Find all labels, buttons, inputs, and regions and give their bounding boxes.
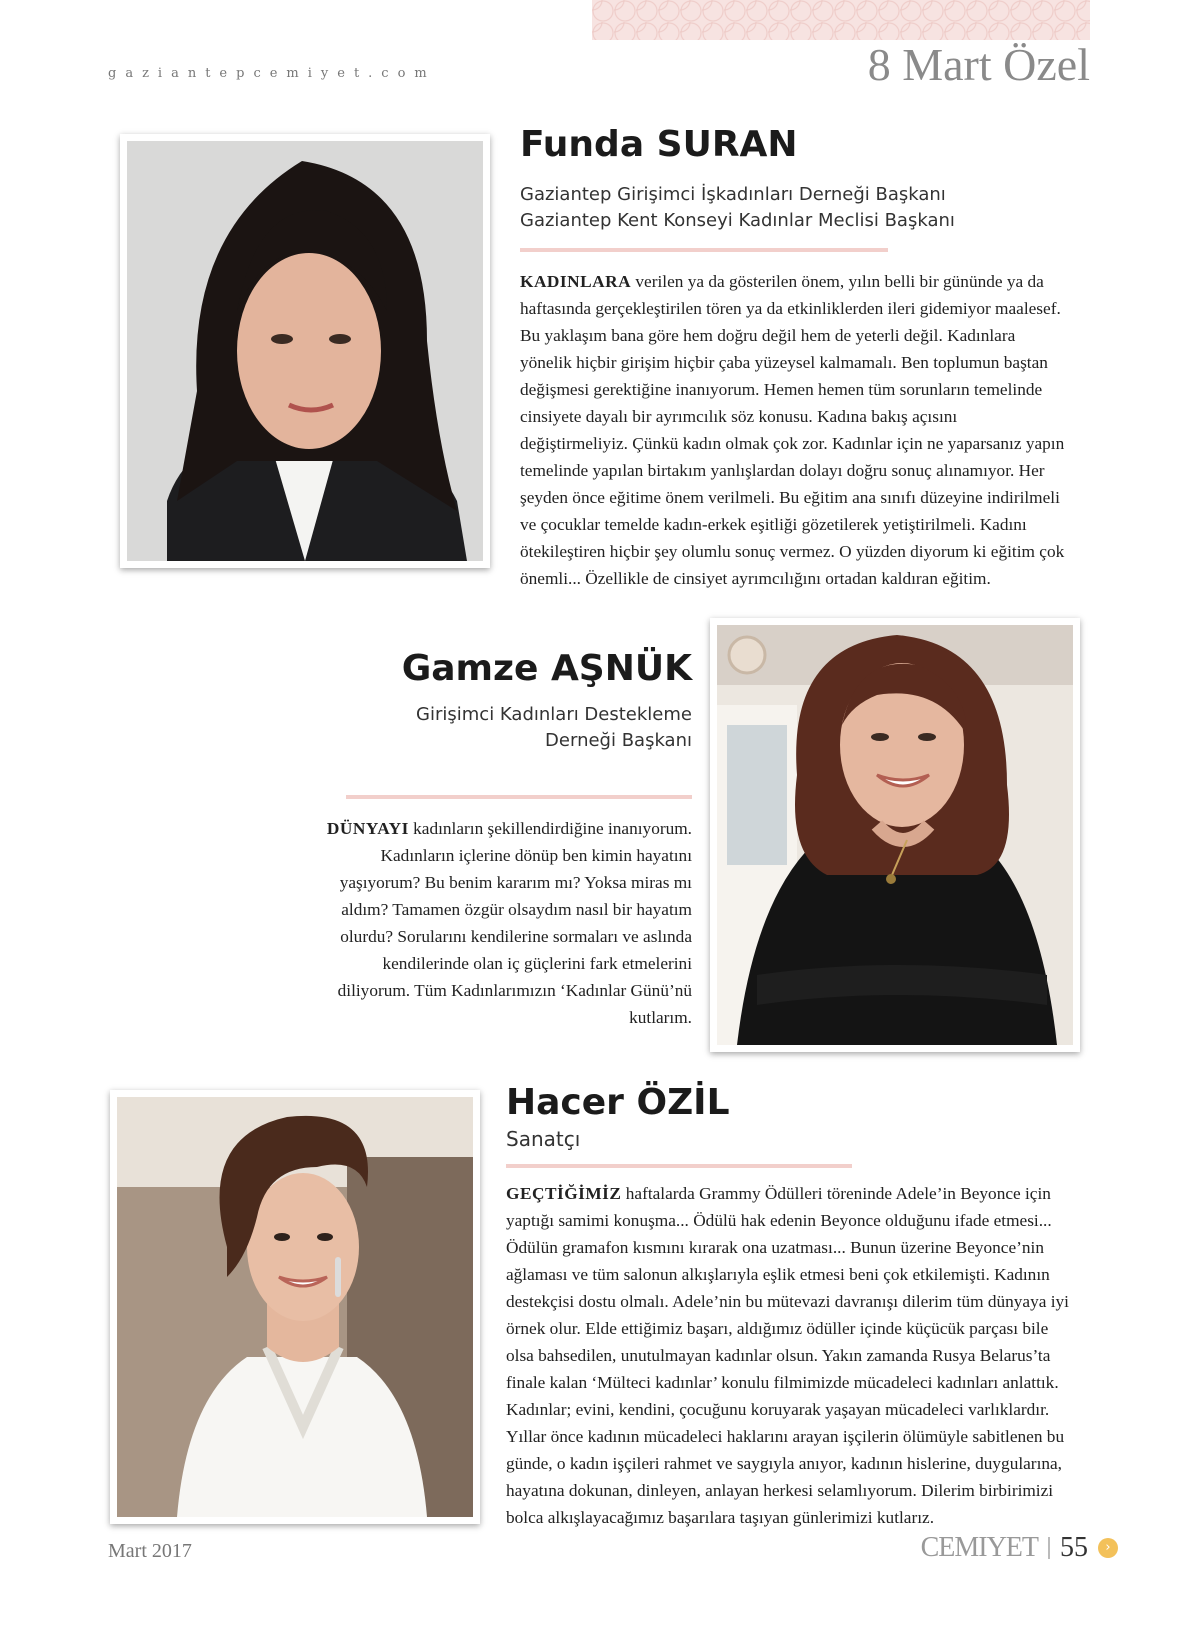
next-page-arrow-icon[interactable]: › [1098, 1538, 1118, 1558]
portrait-gamze-asnuk-image [717, 625, 1073, 1045]
portrait-hacer-ozil-image [117, 1097, 473, 1517]
profile-statement [312, 815, 692, 1031]
lead-word: DÜNYAYI [326, 819, 409, 838]
magazine-brand: CEMIYET [920, 1532, 1038, 1563]
profile-name: Funda SURAN [520, 124, 798, 165]
profile-role-line: Sanatçı [506, 1127, 581, 1151]
portrait-photo-gamze-asnuk [710, 618, 1080, 1052]
section-title: 8 Mart Özel [867, 39, 1090, 90]
profile-role-line: Girişimci Kadınları Destekleme [416, 704, 692, 725]
profile-role [506, 1126, 580, 1152]
statement-text: verilen ya da gösterilen önem, yılın belli bir gününde ya da haftasında gerçekleştirilen tören ya da etkinliklerden ileri gidemiyor maalesef. Bu yaklaşım bana göre hem doğru değil hem de yeterli değil. Kadınlara yönelik hiçbir girişim hiçbir çaba yüzeysel kalmamalı. Ben toplumun baştan değişmesi gerektiğine inanıyorum. Hemen hemen tüm sorunların temelinde cinsiyete dayalı bir ayrımcılık söz konusu. Kadına bakış açısını değiştirmeliyiz. Çünkü kadın olmak çok zor. Kadınlar için ne yaparsanız yapın temelinde yapılan birtakım yanlışlardan dolayı doğru sonuç alınamıyor. Her şeyden önce eğitime önem verilmeli. Bu eğitim ana sınıfı düzeyine indirilmeli ve çocuklar temelde kadın-erkek eşitliği gözetilerek yetiştirilmeli. Kadını ötekileştiren hiçbir şey olumlu sonuç vermez. O yüzden diyorum ki eğitim çok önemli... Özellikle de cinsiyet ayrımcılığını ortadan kaldıran eğitim. [520, 272, 1065, 588]
portrait-photo-funda-suran [120, 134, 490, 568]
statement-text: kadınların şekillendirdiğine inanıyorum. Kadınların içlerine dönüp ben kimin hayatını yaşıyorum? Bu benim kararım mı? Yoksa miras mı aldım? Tamamen özgür olsaydım nasıl bir hayatım olurdu? Sorularını kendilerine sormaları ve aslında kendilerinde olan iç güçlerini fark etmelerini diliyorum. Tüm Kadınlarımızın ‘Kadınlar Günü’nü kutlarım. [337, 819, 692, 1027]
page-footer [921, 1532, 1118, 1564]
site-url: gaziantepcemiyet.com [108, 66, 436, 81]
profile-role-line: Derneği Başkanı [545, 730, 692, 751]
accent-rule [506, 1164, 852, 1168]
profile-role [520, 182, 1000, 234]
portrait-photo-hacer-ozil [110, 1090, 480, 1524]
profile-statement [506, 1180, 1080, 1531]
lead-word: KADINLARA [520, 272, 632, 291]
lead-word: GEÇTİĞİMİZ [506, 1184, 622, 1203]
accent-rule [346, 795, 692, 799]
profile-role [332, 702, 692, 754]
portrait-funda-suran-image [127, 141, 483, 561]
profile-name: Gamze AŞNÜK [401, 648, 692, 689]
header-decorative-pattern [592, 0, 1090, 40]
profile-role-line: Gaziantep Girişimci İşkadınları Derneği Başkanı [520, 184, 946, 205]
profile-name: Hacer ÖZİL [506, 1082, 730, 1123]
page-number: 55 [1060, 1532, 1088, 1563]
accent-rule [520, 248, 888, 252]
footer-divider [1048, 1537, 1050, 1559]
issue-date: Mart 2017 [108, 1540, 192, 1562]
profile-statement [520, 268, 1068, 592]
profile-role-line: Gaziantep Kent Konseyi Kadınlar Meclisi Başkanı [520, 210, 955, 231]
statement-text: haftalarda Grammy Ödülleri töreninde Adele’in Beyonce için yaptığı samimi konuşma... Ödülü hak edenin Beyonce olduğunu ifade etmesi... Ödülün gramafon kısmını kırarak ona uzatması... Bunun üzerine Beyonce’nin ağlaması ve tüm salonun alkışlarıyla eşlik etmesi beni çok etkilemişti. Kadının destekçisi dostu olmalı. Adele’nin bu mütevazi davranışı dilerim tüm dünyaya iyi örnek olur. Elde ettiğimiz başarı, aldığımız ödüller içinde küçücük parçası bile olsa bahsedilen, unutulmayan kadınlar olsun. Yakın zamanda Rusya Belarus’ta finale kalan ‘Mülteci kadınlar’ konulu filmimizde mücadeleci kadınları anlattık. Kadınlar; evini, kendini, çocuğunu koruyarak yaşayan mücadeleci varlıklardır. Yıllar önce kadının mücadeleci haklarını arayan işçilerin ölümüyle sabitlenen bu günde, o kadın işçileri rahmet ve saygıyla anıyor, kadının hislerine, duygularına, hayatına dokunan, dinleyen, anlayan herkesi selamlıyorum. Dilerim birbirimizi bolca alkışlayacağımız başarılara taşıyan günlerimizi kutlarız. [506, 1184, 1069, 1527]
